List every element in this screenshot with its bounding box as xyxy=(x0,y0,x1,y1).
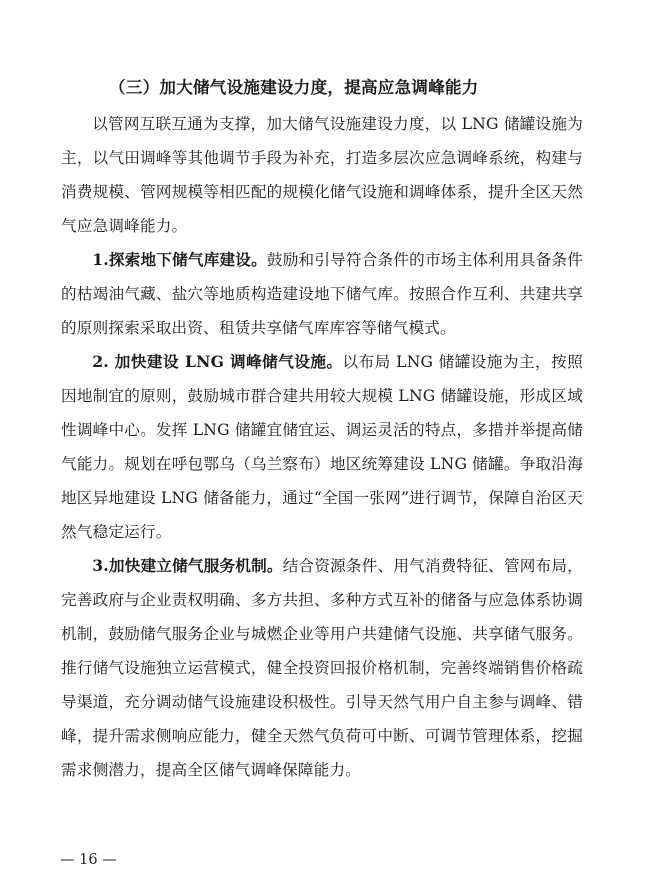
item-3-heading: 3.加快建立储气服务机制。 xyxy=(92,556,283,575)
intro-paragraph: 以管网互联互通为支撑，加大储气设施建设力度，以 LNG 储罐设施为主，以气田调峰等其他调节手段为补充，打造多层次应急调峰系统，构建与消费规模、管网规模等相匹配的规模化储气设施和调峰体系，提升全区天然气应急调峰能力。 xyxy=(61,115,583,235)
item-2-heading: 2. 加快建设 LNG 调峰储气设施。 xyxy=(92,352,343,371)
item-1-heading: 1.探索地下储气库建设。 xyxy=(92,250,267,269)
page-content xyxy=(61,72,583,787)
item-1-paragraph xyxy=(61,243,583,345)
item-1-body: 鼓励和引导符合条件的市场主体利用具备条件的枯竭油气藏、盐穴等地质构造建设地下储气库。按照合作互利、共建共享的原则探索采取出资、租赁共享储气库库容等储气模式。 xyxy=(61,251,583,337)
item-2-body: 以布局 LNG 储罐设施为主，按照因地制宜的原则，鼓励城市群合建共用较大规模 LNG 储罐设施，形成区域性调峰中心。发挥 LNG 储罐宜储宜运、调运灵活的特点，多措并举提高储气能力。规划在呼包鄂乌（乌兰察布）地区统筹建设 LNG 储罐。争取沿海地区异地建设 LNG 储备能力，通过“全国一张网”进行调节，保障自治区天然气稳定运行。 xyxy=(61,353,583,541)
item-3-paragraph xyxy=(61,549,583,787)
item-2-paragraph xyxy=(61,345,583,549)
section-heading: （三）加大储气设施建设力度，提高应急调峰能力 xyxy=(109,78,479,97)
item-3-body: 结合资源条件、用气消费特征、管网布局，完善政府与企业责权明确、多方共担、多种方式互补的储备与应急体系协调机制，鼓励储气服务企业与城燃企业等用户共建储气设施、共享储气服务。推行储气设施独立运营模式，健全投资回报价格机制，完善终端销售价格疏导渠道，充分调动储气设施建设积极性。引导天然气用户自主参与调峰、错峰，提升需求侧响应能力，健全天然气负荷可中断、可调节管理体系，挖掘需求侧潜力，提高全区储气调峰保障能力。 xyxy=(61,557,583,779)
page-number: — 16 — xyxy=(60,852,117,868)
